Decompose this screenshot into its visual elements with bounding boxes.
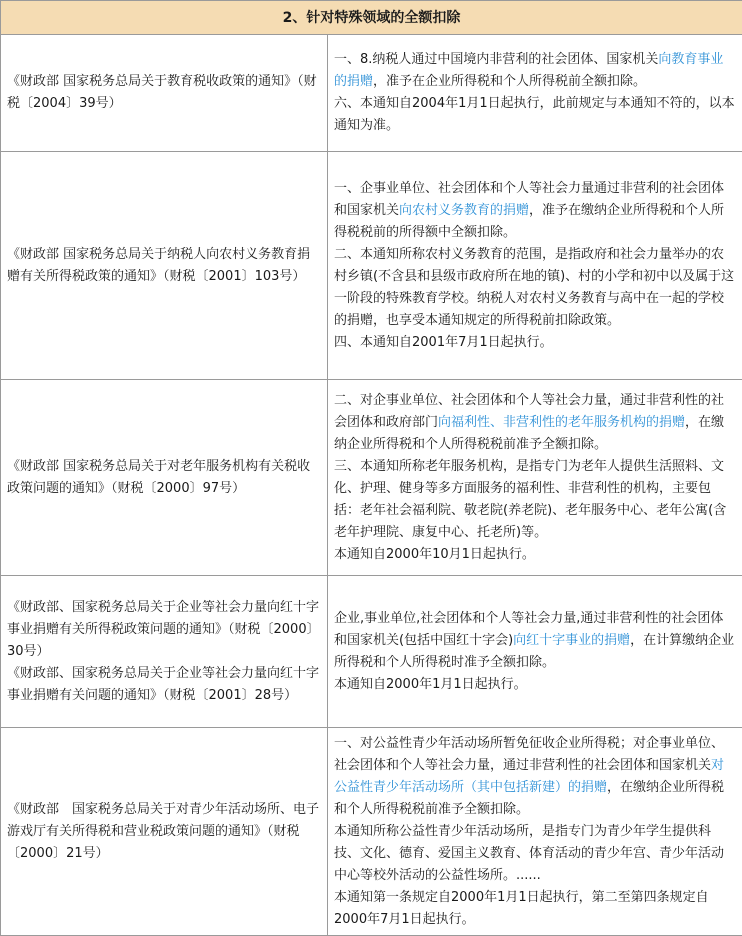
policy-content-cell — [328, 576, 742, 728]
policy-source-cell — [1, 380, 328, 576]
policy-source-text: 《财政部、国家税务总局关于企业等社会力量向红十字事业捐赠有关所得税政策问题的通知》（财税〔2000〕30号） — [7, 597, 321, 663]
highlighted-donation-text: 向农村义务教育的捐赠 — [399, 203, 529, 218]
policy-source-cell — [1, 728, 328, 936]
policy-paragraph — [334, 178, 736, 244]
policy-paragraph — [334, 608, 736, 674]
policy-content-cell — [328, 728, 742, 936]
table-row — [1, 728, 742, 936]
paragraph-text: 本通知自2000年1月1日起执行。 — [334, 677, 527, 692]
policy-paragraph — [334, 456, 736, 544]
table-row — [1, 576, 742, 728]
table-row — [1, 380, 742, 576]
policy-content-cell — [328, 152, 742, 380]
policy-source-text: 《财政部 国家税务总局关于对青少年活动场所、电子游戏厅有关所得税和营业税政策问题的通知》（财税〔2000〕21号） — [7, 799, 321, 865]
table-header: 2、针对特殊领域的全额扣除 — [1, 1, 742, 35]
policy-paragraph — [334, 49, 736, 93]
paragraph-text: ，在计算缴纳企业所得税和个人所得税时准予全额扣除。 — [334, 633, 734, 670]
paragraph-text: 四、本通知自2001年7月1日起执行。 — [334, 335, 553, 350]
policy-paragraph — [334, 244, 736, 332]
highlighted-donation-text: 向教育事业的捐赠 — [334, 52, 723, 89]
policy-paragraph — [334, 390, 736, 456]
highlighted-donation-text: 向红十字事业的捐赠 — [513, 633, 630, 648]
paragraph-text: 本通知所称公益性青少年活动场所，是指专门为青少年学生提供科技、文化、德育、爱国主义教育、体育活动的青少年宫、青少年活动中心等校外活动的公益性场所。...... — [334, 824, 724, 883]
paragraph-text: ，在缴纳企业所得税和个人所得税税前准予全额扣除。 — [334, 415, 724, 452]
paragraph-text: 六、本通知自2004年1月1日起执行，此前规定与本通知不符的，以本通知为准。 — [334, 96, 735, 133]
policy-paragraph — [334, 544, 736, 566]
policy-source-text: 《财政部 国家税务总局关于纳税人向农村义务教育捐赠有关所得税政策的通知》（财税〔2001〕103号） — [7, 244, 321, 288]
policy-paragraph — [334, 674, 736, 696]
policy-source-text: 《财政部 国家税务总局关于对老年服务机构有关税收政策问题的通知》（财税〔2000〕97号） — [7, 456, 321, 500]
policy-content-cell — [328, 380, 742, 576]
paragraph-text: 企业,事业单位,社会团体和个人等社会力量,通过非营利性的社会团体和国家机关(包括中国红十字会) — [334, 611, 723, 648]
table-row — [1, 35, 742, 152]
highlighted-donation-text: 对公益性青少年活动场所（其中包括新建）的捐赠 — [334, 758, 724, 795]
paragraph-text: 三、本通知所称老年服务机构，是指专门为老年人提供生活照料、文化、护理、健身等多方面服务的福利性、非营利性的机构，主要包括：老年社会福利院、敬老院(养老院)、老年服务中心、老年公寓(含老年护理院、康复中心、托老所)等。 — [334, 459, 726, 540]
paragraph-text: ，准予在企业所得税和个人所得税前全额扣除。 — [373, 74, 646, 89]
policy-source-text: 《财政部 国家税务总局关于教育税收政策的通知》（财税〔2004〕39号） — [7, 71, 321, 115]
policy-source-cell — [1, 576, 328, 728]
paragraph-text: ，在缴纳企业所得税和个人所得税税前准予全额扣除。 — [334, 780, 724, 817]
paragraph-text: 本通知自2000年10月1日起执行。 — [334, 547, 535, 562]
paragraph-text: 一、8.纳税人通过中国境内非营利的社会团体、国家机关 — [334, 52, 658, 67]
paragraph-text: ，准予在缴纳企业所得税和个人所得税税前的所得额中全额扣除。 — [334, 203, 724, 240]
policy-paragraph — [334, 93, 736, 137]
policy-paragraph — [334, 332, 736, 354]
policy-paragraph — [334, 821, 736, 887]
policy-paragraph — [334, 733, 736, 821]
paragraph-text: 一、对公益性青少年活动场所暂免征收企业所得税；对企事业单位、社会团体和个人等社会力量，通过非营利性的社会团体和国家机关 — [334, 736, 724, 773]
policy-source-text: 《财政部、国家税务总局关于企业等社会力量向红十字事业捐赠有关问题的通知》（财税〔2001〕28号） — [7, 663, 321, 707]
table-header-row — [1, 1, 742, 35]
paragraph-text: 二、本通知所称农村义务教育的范围，是指政府和社会力量举办的农村乡镇(不含县和县级市政府所在地的镇)、村的小学和初中以及属于这一阶段的特殊教育学校。纳税人对农村义务教育与高中在一起的学校的捐赠，也享受本通知规定的所得税前扣除政策。 — [334, 247, 734, 328]
policy-source-cell — [1, 35, 328, 152]
highlighted-donation-text: 向福利性、非营利性的老年服务机构的捐赠 — [438, 415, 685, 430]
policy-paragraph — [334, 887, 736, 931]
paragraph-text: 本通知第一条规定自2000年1月1日起执行，第二至第四条规定自2000年7月1日起执行。 — [334, 890, 709, 927]
policy-content-cell — [328, 35, 742, 152]
paragraph-text: 二、对企事业单位、社会团体和个人等社会力量，通过非营利性的社会团体和政府部门 — [334, 393, 724, 430]
paragraph-text: 一、企事业单位、社会团体和个人等社会力量通过非营利的社会团体和国家机关 — [334, 181, 724, 218]
table-row — [1, 152, 742, 380]
policy-source-cell — [1, 152, 328, 380]
